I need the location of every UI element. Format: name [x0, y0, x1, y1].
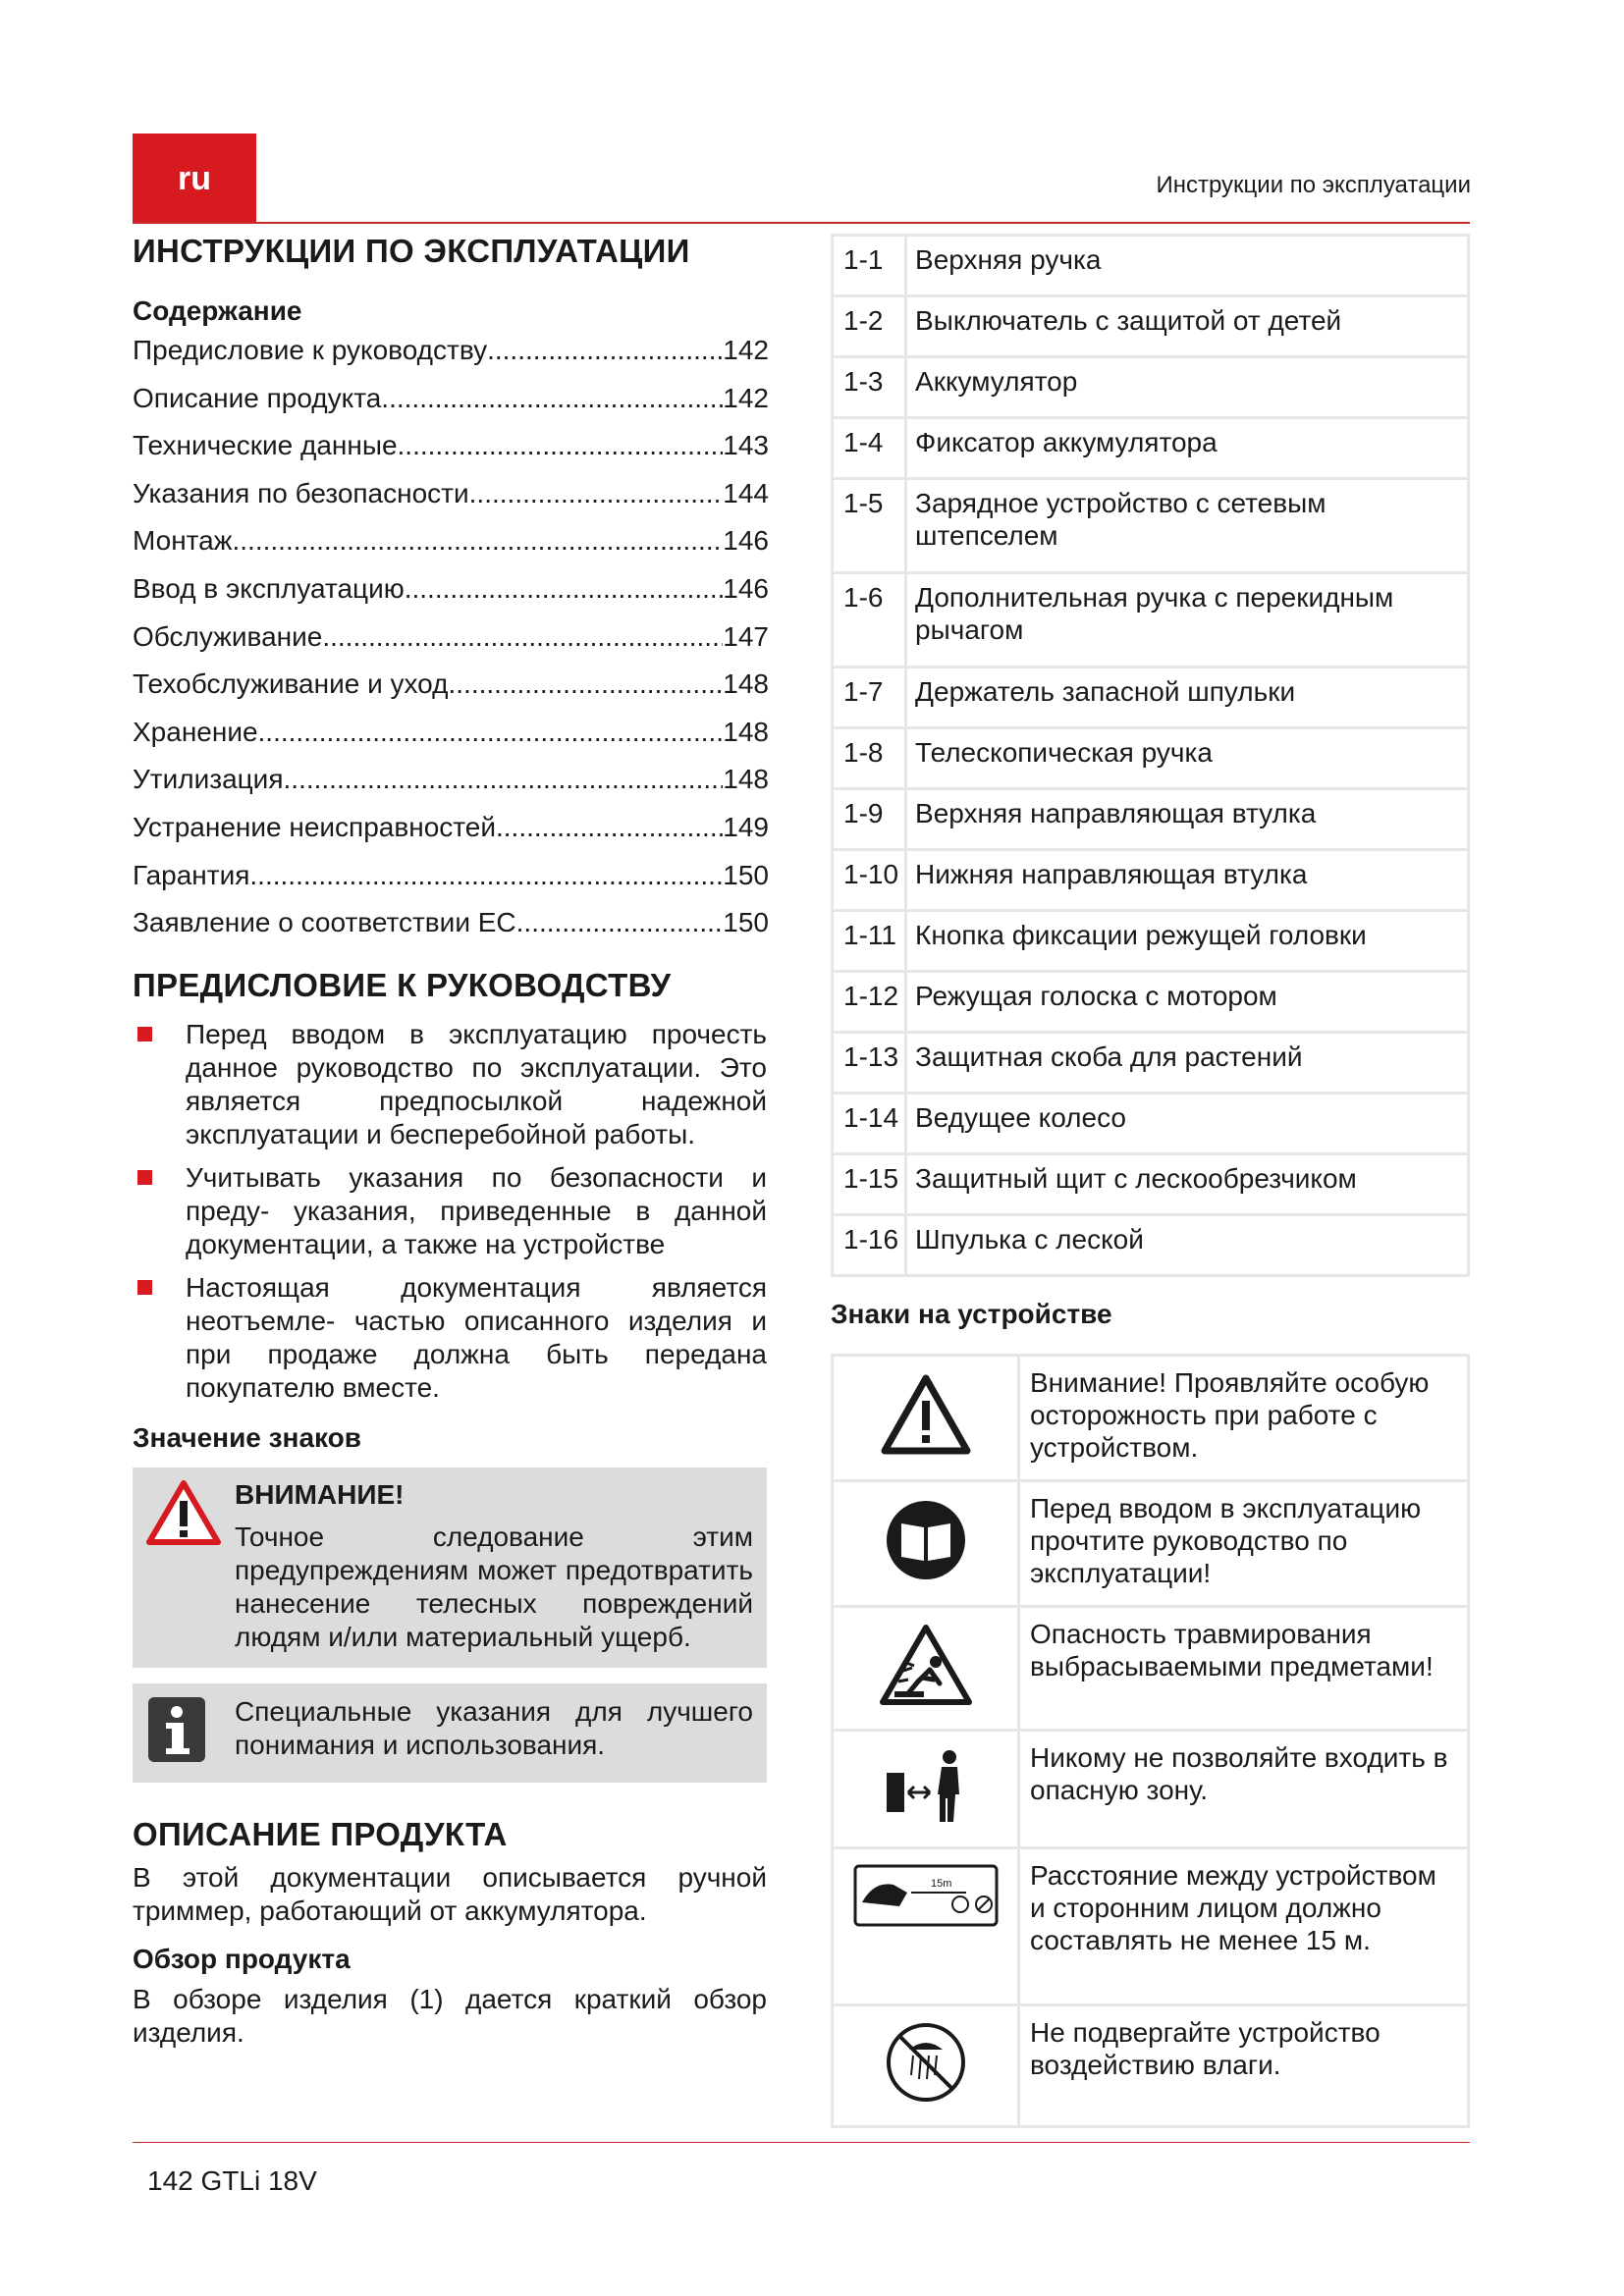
- part-number: 1-4: [833, 418, 906, 479]
- warning-box: [133, 1468, 767, 1668]
- preface-heading: ПРЕДИСЛОВИЕ К РУКОВОДСТВУ: [133, 966, 672, 1003]
- toc-title: Монтаж: [133, 525, 233, 557]
- toc-title: Гарантия: [133, 859, 250, 890]
- toc-leader-dots: [469, 478, 724, 509]
- toc-entry: [133, 907, 769, 955]
- bullet-text: Настоящая документация является неотъемле- частью описанного изделия и при продаже должна быть передана покупателю вместе.: [186, 1271, 767, 1403]
- sign-text: Не подвергайте устройство воздействию влаги.: [1019, 2005, 1469, 2127]
- part-number: 1-16: [833, 1215, 906, 1276]
- table-row: [833, 667, 1469, 728]
- info-icon: [146, 1695, 223, 1769]
- toc-entry: [133, 764, 769, 812]
- toc-title: Техобслуживание и уход: [133, 668, 449, 700]
- toc-title: Предисловие к руководству: [133, 335, 488, 365]
- sign-text: Внимание! Проявляйте особую осторожность при работе с устройством.: [1019, 1356, 1469, 1481]
- signs-meaning-heading: Значение знаков: [133, 1421, 361, 1453]
- toc-title: Хранение: [133, 716, 258, 747]
- toc-page-number: 147: [723, 620, 769, 652]
- footer-divider: [133, 2142, 1470, 2143]
- toc-leader-dots: [398, 430, 724, 461]
- list-item: [133, 1018, 767, 1151]
- table-row: [833, 2005, 1469, 2127]
- table-row: [833, 850, 1469, 911]
- page-footer: 142 GTLi 18V: [147, 2165, 317, 2196]
- read-manual-icon: [833, 1481, 1019, 1607]
- part-number: 1-11: [833, 911, 906, 972]
- part-number: 1-2: [833, 296, 906, 357]
- part-number: 1-1: [833, 236, 906, 296]
- toc-leader-dots: [283, 764, 723, 795]
- toc-title: Обслуживание: [133, 620, 323, 652]
- table-row: [833, 911, 1469, 972]
- distance-label: 15m: [930, 1878, 951, 1890]
- table-row: [833, 357, 1469, 418]
- part-label: Верхняя ручка: [906, 236, 1469, 296]
- warning-title: ВНИМАНИЕ!: [235, 1478, 405, 1510]
- toc-entry: [133, 383, 769, 431]
- part-label: Кнопка фиксации режущей головки: [906, 911, 1469, 972]
- part-number: 1-14: [833, 1094, 906, 1154]
- sign-text: Опасность травмирования выбрасываемыми предметами!: [1019, 1607, 1469, 1731]
- toc-page-number: 149: [723, 811, 769, 842]
- toc-leader-dots: [516, 907, 724, 938]
- product-heading: ОПИСАНИЕ ПРОДУКТА: [133, 1815, 508, 1852]
- warning-triangle-icon: [146, 1479, 223, 1654]
- warning-triangle-icon: [833, 1356, 1019, 1481]
- table-row: [833, 236, 1469, 296]
- left-column: [133, 232, 767, 2050]
- header-title: Инструкции по эксплуатации: [1156, 172, 1471, 198]
- bullet-square-icon: [137, 1027, 152, 1041]
- part-label: Выключатель с защитой от детей: [906, 296, 1469, 357]
- toc-page-number: 150: [723, 907, 769, 938]
- sign-text: Расстояние между устройством и сторонним лицом должно составлять не менее 15 м.: [1019, 1848, 1469, 2005]
- part-number: 1-6: [833, 573, 906, 667]
- toc-leader-dots: [448, 668, 723, 700]
- toc-leader-dots: [258, 717, 724, 748]
- list-item: [133, 1271, 767, 1405]
- toc-title: Ввод в эксплуатацию: [133, 572, 405, 604]
- toc-title: Заявление о соответствии ЕС: [133, 907, 516, 938]
- table-row: [833, 418, 1469, 479]
- toc-entry: [133, 335, 769, 383]
- toc-leader-dots: [487, 335, 723, 366]
- sign-text: Перед вводом в эксплуатацию прочтите руководство по эксплуатации!: [1019, 1481, 1469, 1607]
- toc-title: Технические данные: [133, 430, 398, 461]
- part-label: Нижняя направляющая втулка: [906, 850, 1469, 911]
- toc-leader-dots: [322, 621, 723, 653]
- part-label: Телескопическая ручка: [906, 728, 1469, 789]
- table-row: [833, 1033, 1469, 1094]
- table-row: [833, 1848, 1469, 2005]
- part-number: 1-13: [833, 1033, 906, 1094]
- part-number: 1-8: [833, 728, 906, 789]
- part-label: Ведущее колесо: [906, 1094, 1469, 1154]
- toc-leader-dots: [233, 525, 724, 557]
- overview-text: В обзоре изделия (1) дается краткий обзор изделия.: [133, 1983, 767, 2048]
- toc-title: Указания по безопасности: [133, 477, 469, 508]
- part-label: Держатель запасной шпульки: [906, 667, 1469, 728]
- part-number: 1-7: [833, 667, 906, 728]
- preface-bullets: [133, 1018, 767, 1405]
- part-number: 1-9: [833, 789, 906, 850]
- table-row: [833, 1731, 1469, 1848]
- right-column: [831, 234, 1470, 2128]
- toc-entry: [133, 860, 769, 908]
- distance-15m-icon: [833, 1848, 1019, 2005]
- part-label: Защитная скоба для растений: [906, 1033, 1469, 1094]
- table-row: [833, 1215, 1469, 1276]
- toc-page-number: 148: [723, 716, 769, 747]
- table-row: [833, 728, 1469, 789]
- table-row: [833, 1481, 1469, 1607]
- table-row: [833, 296, 1469, 357]
- toc-leader-dots: [381, 383, 723, 414]
- toc-page-number: 142: [723, 335, 769, 365]
- toc-heading: Содержание: [133, 295, 302, 326]
- part-label: Дополнительная ручка с перекидным рычагом: [906, 573, 1469, 667]
- toc-title: Описание продукта: [133, 382, 382, 413]
- device-signs-heading: Знаки на устройстве: [831, 1299, 1112, 1329]
- toc-page-number: 146: [723, 572, 769, 604]
- part-label: Зарядное устройство с сетевым штепселем: [906, 479, 1469, 573]
- table-row: [833, 479, 1469, 573]
- toc-entry: [133, 478, 769, 526]
- bullet-text: Перед вводом в эксплуатацию прочесть данное руководство по эксплуатации. Это является предпосылкой надежной эксплуатации и бесперебойной работы.: [186, 1018, 767, 1149]
- info-box: [133, 1683, 767, 1783]
- table-row: [833, 573, 1469, 667]
- language-tab: ru: [133, 133, 256, 224]
- toc-page-number: 146: [723, 525, 769, 557]
- table-row: [833, 1094, 1469, 1154]
- no-rain-icon: [833, 2005, 1019, 2127]
- toc-title: Утилизация: [133, 764, 284, 795]
- part-number: 1-12: [833, 972, 906, 1033]
- table-of-contents: [133, 335, 767, 955]
- device-signs-table: [831, 1354, 1470, 2128]
- bullet-text: Учитывать указания по безопасности и преду- указания, приведенные в данной документации, а также на устройстве: [186, 1161, 767, 1259]
- table-row: [833, 972, 1469, 1033]
- toc-page-number: 148: [723, 668, 769, 700]
- part-label: Защитный щит с лескообрезчиком: [906, 1154, 1469, 1215]
- header-divider: [133, 222, 1470, 224]
- toc-page-number: 150: [723, 859, 769, 890]
- toc-page-number: 143: [723, 430, 769, 461]
- warning-text: Точное следование этим предупреждениям может предотвратить нанесение телесных повреждений людям и/или материальный ущерб.: [235, 1521, 753, 1652]
- sign-text: Никому не позволяйте входить в опасную зону.: [1019, 1731, 1469, 1848]
- part-label: Шпулька с леской: [906, 1215, 1469, 1276]
- toc-leader-dots: [405, 573, 724, 605]
- thrown-objects-icon: [833, 1607, 1019, 1731]
- toc-entry: [133, 430, 769, 478]
- table-row: [833, 1607, 1469, 1731]
- toc-page-number: 144: [723, 477, 769, 508]
- toc-page-number: 148: [723, 764, 769, 795]
- page-title: ИНСТРУКЦИИ ПО ЭКСПЛУАТАЦИИ: [133, 233, 690, 269]
- toc-page-number: 142: [723, 382, 769, 413]
- part-label: Аккумулятор: [906, 357, 1469, 418]
- table-row: [833, 789, 1469, 850]
- part-label: Режущая голоска с мотором: [906, 972, 1469, 1033]
- parts-table: [831, 234, 1470, 1277]
- table-row: [833, 1356, 1469, 1481]
- table-row: [833, 1154, 1469, 1215]
- info-text: Специальные указания для лучшего понимания и использования.: [235, 1695, 753, 1760]
- toc-entry: [133, 668, 769, 717]
- toc-entry: [133, 812, 769, 860]
- part-label: Верхняя направляющая втулка: [906, 789, 1469, 850]
- part-number: 1-10: [833, 850, 906, 911]
- overview-heading: Обзор продукта: [133, 1943, 351, 1974]
- bullet-square-icon: [137, 1280, 152, 1295]
- part-number: 1-15: [833, 1154, 906, 1215]
- list-item: [133, 1161, 767, 1261]
- keep-away-icon: [833, 1731, 1019, 1848]
- bullet-square-icon: [137, 1170, 152, 1185]
- toc-entry: [133, 717, 769, 765]
- toc-leader-dots: [249, 860, 723, 891]
- product-text: В этой документации описывается ручной триммер, работающий от аккумулятора.: [133, 1861, 767, 1926]
- part-number: 1-5: [833, 479, 906, 573]
- part-number: 1-3: [833, 357, 906, 418]
- toc-title: Устранение неисправностей: [133, 811, 496, 842]
- toc-leader-dots: [496, 812, 723, 843]
- toc-entry: [133, 621, 769, 669]
- toc-entry: [133, 525, 769, 573]
- part-label: Фиксатор аккумулятора: [906, 418, 1469, 479]
- toc-entry: [133, 573, 769, 621]
